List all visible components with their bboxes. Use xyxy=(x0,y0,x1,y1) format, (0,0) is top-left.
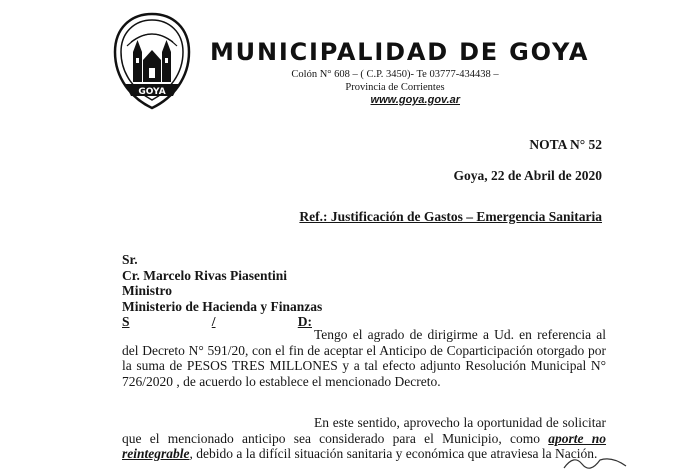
note-number: NOTA N° 52 xyxy=(529,137,602,152)
sd-d: D: xyxy=(297,314,312,329)
svg-text:GOYA: GOYA xyxy=(138,87,166,97)
addressee-block xyxy=(122,252,322,330)
letterhead-province: Provincia de Corrientes xyxy=(345,82,445,93)
signature-mark xyxy=(560,452,630,470)
addressee-name: Cr. Marcelo Rivas Piasentini xyxy=(122,267,287,283)
p2-end: , debido a la difícil situación sanitaria y económica que atraviesa la Nación. xyxy=(189,446,598,461)
p2-emphasis: aporte no reintegrable xyxy=(122,430,607,461)
body-paragraph-2 xyxy=(122,415,606,462)
p2-start: En este sentido, aprovecho la oportunidad de solicitar que el mencionado anticipo sea considerado para el Municipio, como xyxy=(122,415,606,446)
reference-line xyxy=(299,209,602,225)
reference-subject: Justificación de Gastos – Emergencia Sanitaria xyxy=(327,209,602,224)
letterhead-title: MUNICIPALIDAD DE GOYA xyxy=(210,38,590,66)
body-paragraph-1: Tengo el agrado de dirigirme a Ud. en referencia al del Decreto N° 591/20, con el fin de aceptar el Anticipo de Coparticipación otorgado por la suma de PESOS TRES MILLONES y a tal efecto adjunto Resolución Municipal N° 726/2020 , de acuerdo lo establece el mencionado Decreto. xyxy=(122,327,606,389)
note-date: Goya, 22 de Abril de 2020 xyxy=(453,168,602,183)
addressee-salutation: Sr. xyxy=(122,252,138,267)
sd-slash: / xyxy=(211,314,216,329)
sd-s: S xyxy=(122,314,130,329)
municipal-seal-logo xyxy=(113,12,191,110)
addressee-role: Ministro xyxy=(122,283,172,298)
addressee-ministry: Ministerio de Hacienda y Finanzas xyxy=(122,298,323,314)
letterhead-website-link[interactable]: www.goya.gov.ar xyxy=(370,94,460,106)
letterhead-address: Colón N° 608 – ( C.P. 3450)- Te 03777-434438 – xyxy=(291,69,499,80)
reference-label: Ref.: xyxy=(299,209,328,224)
